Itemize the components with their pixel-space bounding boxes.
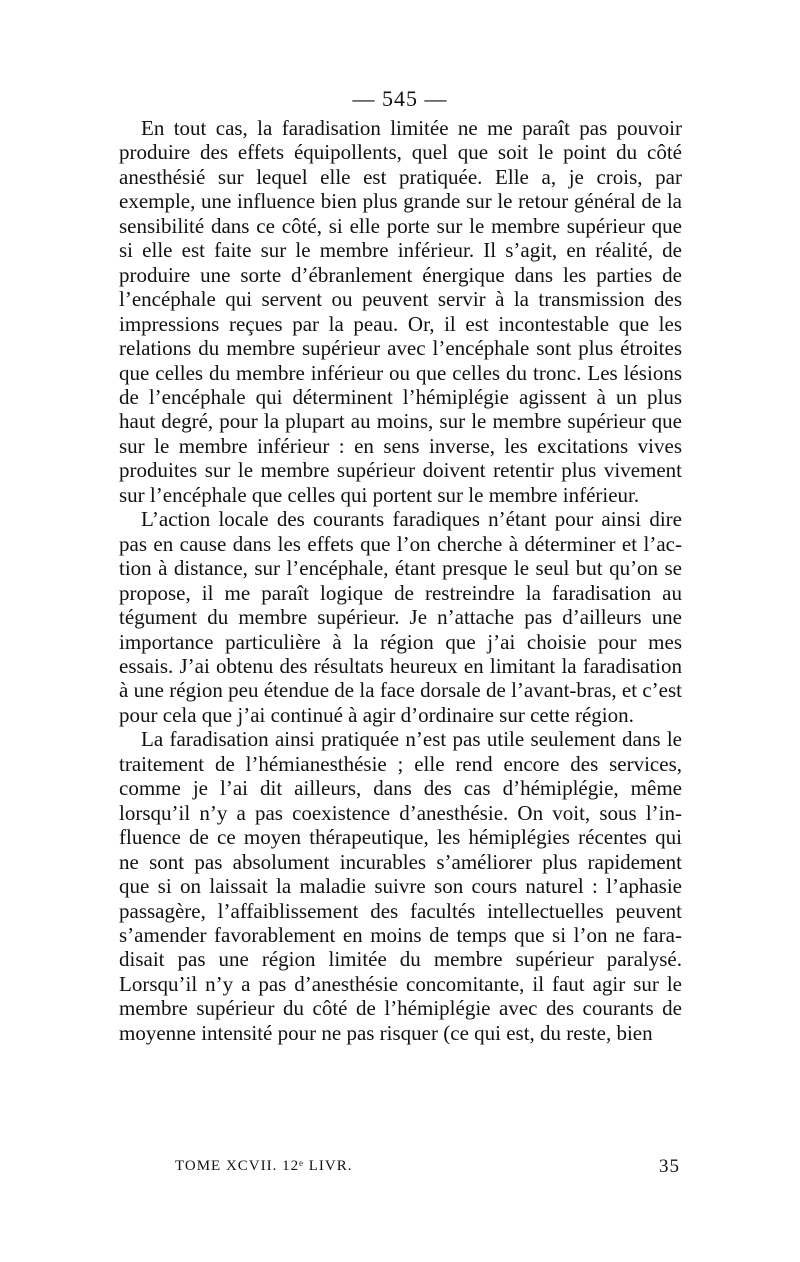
paragraph-1: En tout cas, la faradisation limitée ne me paraît pas pouvoir produire des effets équipollents, quel que soit le point du côté anesthésié sur lequel elle est pratiquée. Elle a, je crois, par exemple, une influence bien plus grande sur le retour général de la sensibilité dans ce côté, si elle porte sur le membre supérieur que si elle est faite sur le membre inférieur. Il s’agit, en réalité, de produire une sorte d’ébranlement énergique dans les parties de l’encéphale qui servent ou peuvent servir à la transmission des impressions reçues par la peau. Or, il est incontestable que les relations du membre supérieur avec l’encéphale sont plus étroites que celles du membre inférieur ou que celles du tronc. Les lésions de l’encéphale qui déterminent l’hémiplégie agissent à un plus haut degré, pour la plupart au moins, sur le membre supérieur que sur le membre inférieur : en sens inverse, les excitations vives produites sur le membre supérieur doivent retentir plus vivement sur l’encéphale que celles qui portent sur le membre inférieur. (119, 116, 682, 507)
paragraph-2: L’action locale des courants faradiques n’étant pour ainsi dire pas en cause dans les effets que l’on cherche à déterminer et l’action à distance, sur l’encéphale, étant presque le seul but qu’on se propose, il me paraît logique de restreindre la faradisation au tégument du membre supérieur. Je n’attache pas d’ailleurs une importance particulière à la région que j’ai choisie pour mes essais. J’ai obtenu des résultats heureux en limitant la faradisation à une région peu étendue de la face dorsale de l’avant-bras, et c’est pour cela que j’ai continué à agir d’ordinaire sur cette région. (119, 507, 682, 727)
body-text (119, 116, 682, 1045)
page-number: — 545 — (352, 86, 448, 111)
footer-signature: TOME XCVII. 12ᵉ LIVR. (175, 1158, 353, 1174)
paragraph-3: La faradisation ainsi pratiquée n’est pas utile seulement dans le traitement de l’hémianesthésie ; elle rend encore des services, comme je l’ai dit ailleurs, dans des cas d’hémiplégie, même lorsqu’il n’y a pas coexistence d’anesthésie. On voit, sous l’influence de ce moyen thérapeutique, les hémiplégies récentes qui ne sont pas absolument incurables s’améliorer plus rapidement que si on laissait la maladie suivre son cours naturel : l’aphasie passagère, l’affaiblissement des facultés intellectuelles peuvent s’amender favorablement en moins de temps que si l’on ne faradisait pas une région limitée du membre supérieur paralysé. Lorsqu’il n’y a pas d’anesthésie concomitante, il faut agir sur le membre supérieur du côté de l’hémiplégie avec des courants de moyenne intensité pour ne pas risquer (ce qui est, du reste, bien (119, 727, 682, 1045)
footer-sheet-number: 35 (659, 1156, 680, 1177)
